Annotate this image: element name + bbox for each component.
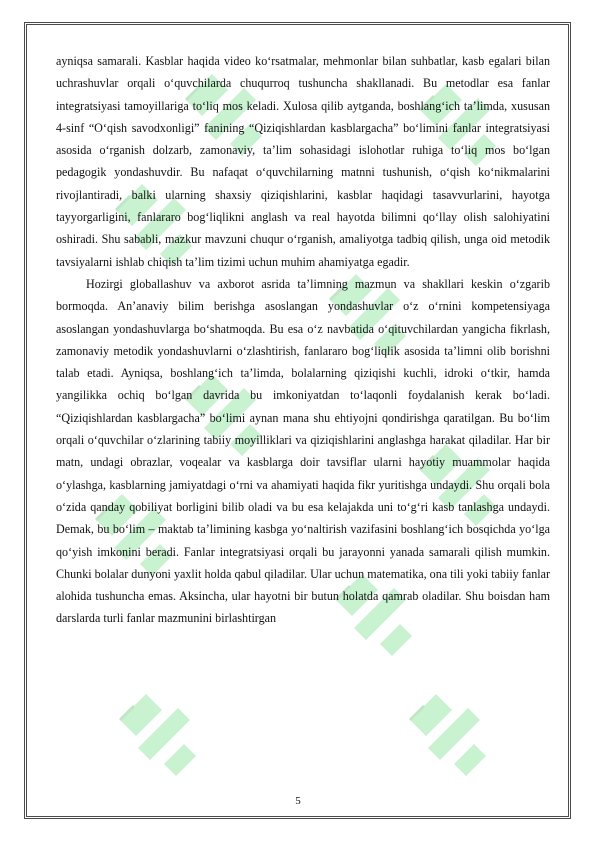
body-text	[56, 50, 550, 630]
paragraph-2: Hozirgi globallashuv va axborot asrida ta’limning mazmun va shakllari keskin o‘zgarib bormoqda. An’anaviy bilim berishga asoslangan yondashuvlar o‘z o‘rnini kompetensiyaga asoslangan yondashuvlarga bo‘shatmoqda. Bu esa o‘z navbatida o‘qituvchilardan yangicha fikrlash, zamonaviy metodik yondashuvlarni o‘zlashtirish, fanlararo bog‘liqlik asosida ta’limni olib borishni talab etadi. Ayniqsa, boshlang‘ich ta’limda, bolalarning qiziqishi kuchli, idroki o‘tkir, hamda yangilikka ochiq bo‘lgan davrida bu imkoniyatdan to‘laqonli foydalanish kerak bo‘ladi. “Qiziqishlardan kasblargacha” bo‘limi aynan mana shu ehtiyojni qondirishga qaratilgan. Bu bo‘lim orqali o‘quvchilar o‘zlarining tabiiy moyilliklari va qiziqishlarini anglashga harakat qiladilar. Har bir matn, undagi obrazlar, voqealar va kasblarga doir tavsiflar ularni hayotiy muammolar haqida o‘ylashga, kasblarning jamiyatdagi o‘rni va ahamiyati haqida fikr yuritishga undaydi. Shu orqali bola o‘zida qanday qobiliyat borligini bilib oladi va bu esa kelajakda uni to‘g‘ri kasb tanlashga undaydi. Demak, bu bo‘lim – maktab ta’limining kasbga yo‘naltirish vazifasini boshlang‘ich bosqichda yo‘lga qo‘yish imkonini beradi. Fanlar integratsiyasi orqali bu jarayonni yanada samarali qilish mumkin. Chunki bolalar dunyoni yaxlit holda qabul qiladilar. Ular uchun matematika, ona tili yoki tabiiy fanlar alohida tushuncha emas. Aksincha, ular hayotni bir butun holatda qamrab oladilar. Shu boisdan ham darslarda turli fanlar mazmunini birlashtirgan	[56, 276, 550, 626]
page-number: 5	[295, 795, 301, 807]
paragraph-1: ayniqsa samarali. Kasblar haqida video ko‘rsatmalar, mehmonlar bilan suhbatlar, kasb egalari bilan uchrashuvlar orqali o‘quvchilarda chuqurroq tushuncha shakllanadi. Bu metodlar esa fanlar integratsiyasi tamoyillariga to‘liq mos keladi. Xulosa qilib aytganda, boshlang‘ich ta’limda, xususan 4-sinf “O‘qish savodxonligi” fanining “Qiziqishlardan kasblargacha” bo‘limini fanlar integratsiyasi asosida o‘rganish dolzarb, zamonaviy, ta’lim sohasidagi islohotlar ruhiga to‘liq mos bo‘lgan pedagogik yondashuvdir. Bu nafaqat o‘quvchilarning matnni tushunish, o‘qish ko‘nikmalarini rivojlantiradi, balki ularning shaxsiy qiziqishlarini, kasblar haqidagi tasavvurlarini, hayotga tayyorgarligini, fanlararo bog‘liqlikni anglash va real hayotda bilimni qo‘llay olish salohiyatini oshiradi. Shu sababli, mazkur mavzuni chuqur o‘rganish, amaliyotga tadbiq qilish, unga oid metodik tavsiyalarni ishlab chiqish ta’lim tizimi uchun muhim ahamiyatga egadir.	[56, 54, 550, 269]
